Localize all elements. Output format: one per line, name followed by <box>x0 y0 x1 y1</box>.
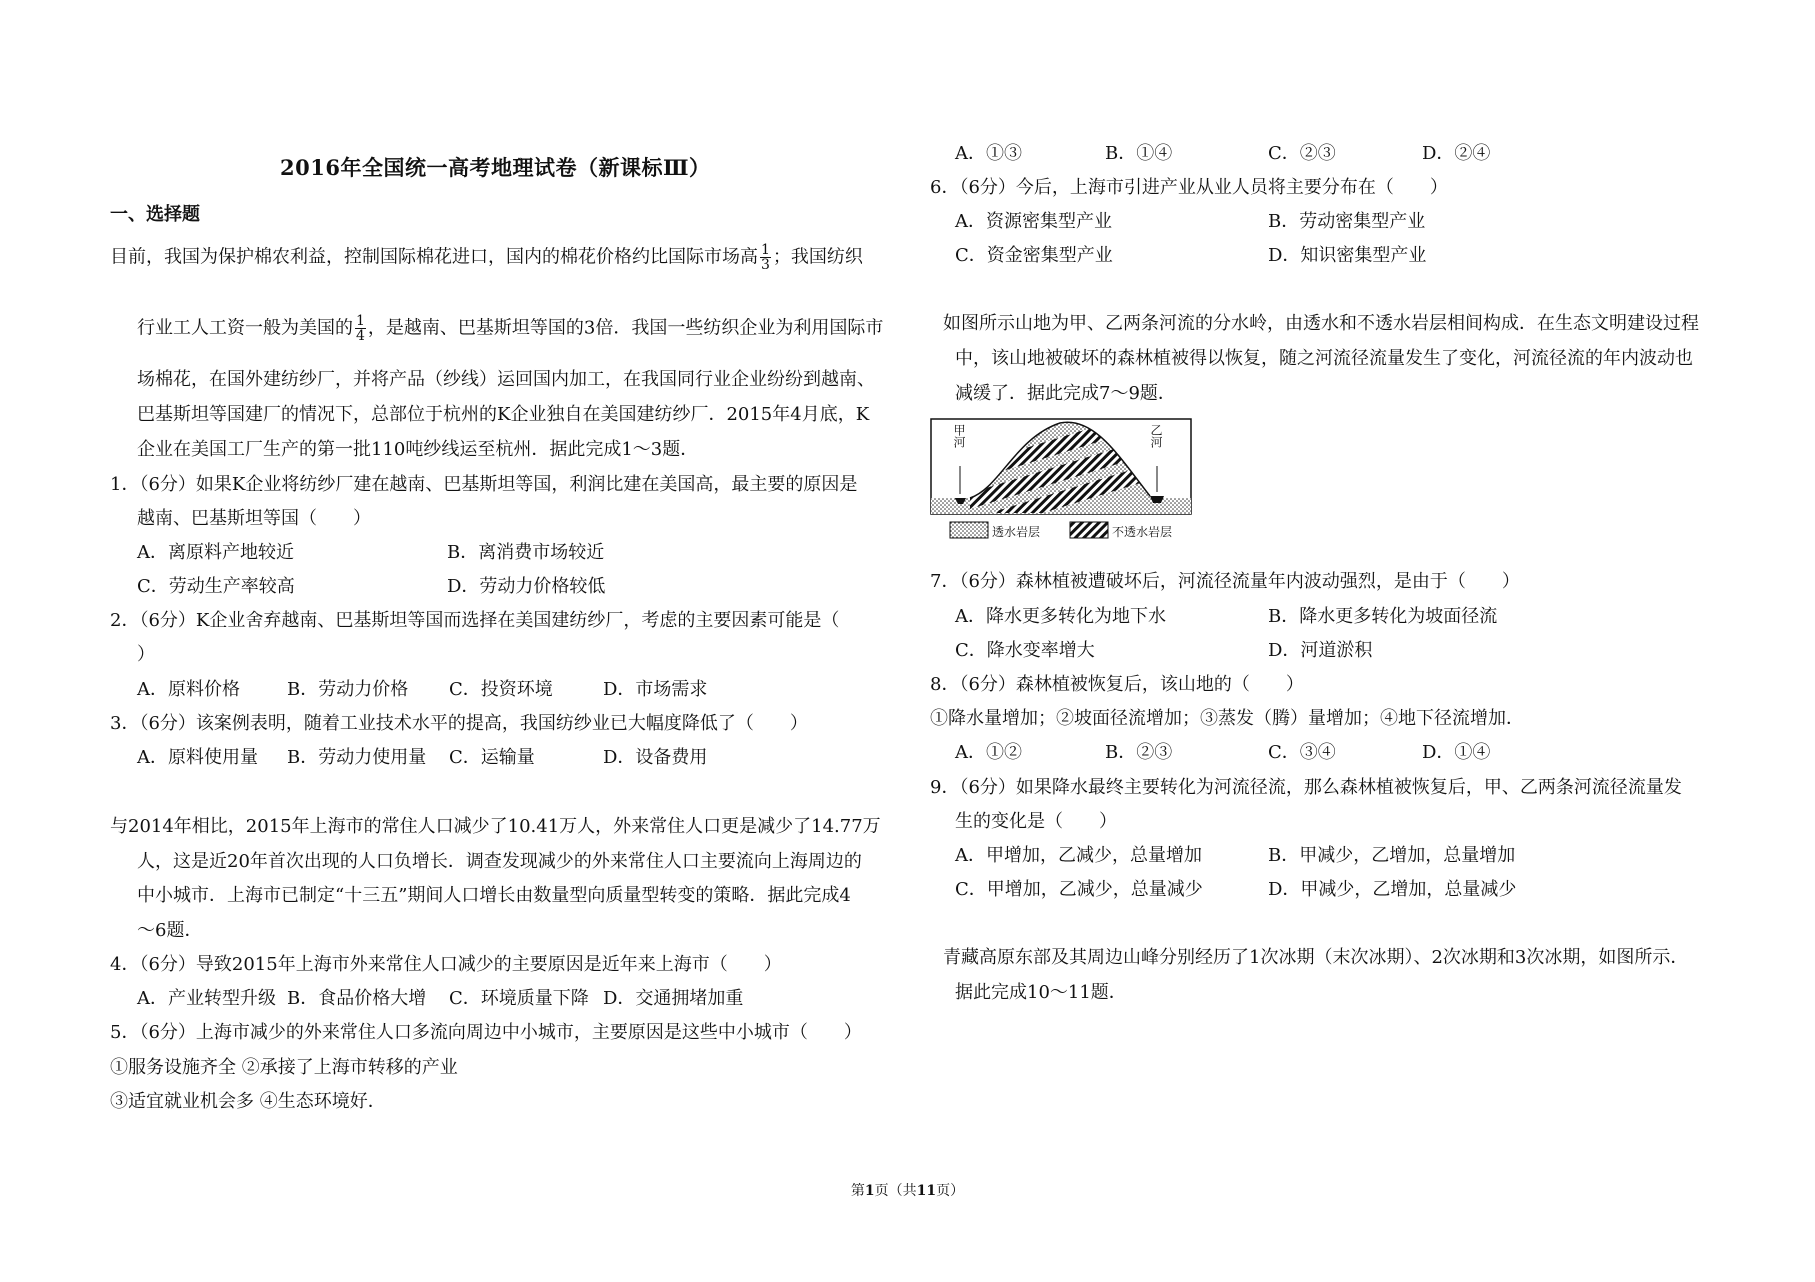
watershed-diagram <box>930 418 1192 544</box>
question-2-cont: ） <box>137 644 155 665</box>
q5-option-c[interactable]: C．②③ <box>1268 143 1336 164</box>
passage4-line2: 据此完成10～11题． <box>955 982 1127 1003</box>
river-jia-label: 甲河 <box>952 424 966 448</box>
q3-option-c[interactable]: C．运输量 <box>449 747 535 768</box>
q8-option-a[interactable]: A．①② <box>955 742 1022 763</box>
q1-option-d[interactable]: D．劳动力价格较低 <box>447 576 606 597</box>
q7-option-a[interactable]: A．降水更多转化为地下水 <box>955 606 1166 627</box>
fraction-numerator: 1 <box>356 313 365 329</box>
question-5: 5．（6分）上海市减少的外来常住人口多流向周边中小城市，主要原因是这些中小城市（ ） <box>110 1022 862 1043</box>
q3-option-b[interactable]: B．劳动力使用量 <box>287 747 427 768</box>
q9-option-c[interactable]: C．甲增加，乙减少，总量减少 <box>955 879 1203 900</box>
q7-option-b[interactable]: B．降水更多转化为坡面径流 <box>1268 606 1498 627</box>
fraction-denominator: 4 <box>356 328 365 344</box>
q5-statements-2: ③适宜就业机会多 ④生态环境好． <box>110 1091 386 1112</box>
passage1-text: ，是越南、巴基斯坦等国的3倍．我国一些纺织企业为利用国际市 <box>367 317 884 339</box>
q8-option-b[interactable]: B．②③ <box>1105 742 1173 763</box>
q2-option-d[interactable]: D．市场需求 <box>603 679 708 700</box>
footer-text: 第 <box>850 1183 865 1199</box>
q8-option-c[interactable]: C．③④ <box>1268 742 1336 763</box>
q5-statements-1: ①服务设施齐全 ②承接了上海市转移的产业 <box>110 1057 458 1078</box>
q4-option-b[interactable]: B．食品价格大增 <box>287 988 427 1009</box>
q1-option-a[interactable]: A．离原料产地较近 <box>137 542 294 563</box>
passage1-line4: 巴基斯坦等国建厂的情况下，总部位于杭州的K企业独自在美国建纺纱厂．2015年4月底，K <box>137 404 870 425</box>
fraction-numerator: 1 <box>761 242 770 258</box>
passage2-line3: 中小城市．上海市已制定“十三五”期间人口增长由数量型向质量型转变的策略．据此完成4 <box>137 885 851 906</box>
q3-option-d[interactable]: D．设备费用 <box>603 747 708 768</box>
q7-option-d[interactable]: D．河道淤积 <box>1268 640 1373 661</box>
question-6: 6．（6分）今后，上海市引进产业从业人员将主要分布在（ ） <box>930 177 1448 198</box>
q6-option-c[interactable]: C．资金密集型产业 <box>955 245 1113 266</box>
q7-option-c[interactable]: C．降水变率增大 <box>955 640 1095 661</box>
q2-option-c[interactable]: C．投资环境 <box>449 679 553 700</box>
passage1-text: 行业工人工资一般为美国的 <box>137 317 353 339</box>
q6-option-b[interactable]: B．劳动密集型产业 <box>1268 211 1426 232</box>
question-2: 2．（6分）K企业舍弃越南、巴基斯坦等国而选择在美国建纺纱厂，考虑的主要因素可能是（ <box>110 610 840 631</box>
total-pages: 11 <box>916 1183 937 1199</box>
passage3-line3: 减缓了．据此完成7～9题． <box>955 383 1176 404</box>
q4-option-a[interactable]: A．产业转型升级 <box>137 988 276 1009</box>
q5-option-b[interactable]: B．①④ <box>1105 143 1173 164</box>
page-number: 1 <box>864 1183 875 1199</box>
page-footer <box>0 1180 1815 1200</box>
q1-option-b[interactable]: B．离消费市场较近 <box>447 542 605 563</box>
question-1: 1．（6分）如果K企业将纺纱厂建在越南、巴基斯坦等国，利润比建在美国高，最主要的原因是 <box>110 474 858 495</box>
question-7: 7．（6分）森林植被遭破坏后，河流径流量年内波动强烈，是由于（ ） <box>930 571 1520 592</box>
passage1-line5: 企业在美国工厂生产的第一批110吨纱线运至杭州．据此完成1～3题． <box>137 439 699 460</box>
passage4-line1: 青藏高原东部及其周边山峰分别经历了1次冰期（末次冰期）、2次冰期和3次冰期，如图所示． <box>943 947 1689 968</box>
question-4: 4．（6分）导致2015年上海市外来常住人口减少的主要原因是近年来上海市（ ） <box>110 954 782 975</box>
question-9-cont: 生的变化是（ ） <box>955 811 1117 832</box>
question-9: 9．（6分）如果降水最终主要转化为河流径流，那么森林植被恢复后，甲、乙两条河流径流量发 <box>930 777 1682 798</box>
q8-option-d[interactable]: D．①④ <box>1422 742 1491 763</box>
q5-option-d[interactable]: D．②④ <box>1422 143 1491 164</box>
q4-option-d[interactable]: D．交通拥堵加重 <box>603 988 744 1009</box>
question-3: 3．（6分）该案例表明，随着工业技术水平的提高，我国纺纱业已大幅度降低了（ ） <box>110 713 808 734</box>
q9-option-b[interactable]: B．甲减少，乙增加，总量增加 <box>1268 845 1516 866</box>
passage2-line2: 人，这是近20年首次出现的人口负增长．调查发现减少的外来常住人口主要流向上海周边的 <box>137 851 862 872</box>
q3-option-a[interactable]: A．原料使用量 <box>137 747 258 768</box>
q6-option-a[interactable]: A．资源密集型产业 <box>955 211 1112 232</box>
section-heading: 一、选择题 <box>110 204 200 225</box>
q8-statements: ①降水量增加；②坡面径流增加；③蒸发（腾）量增加；④地下径流增加． <box>930 708 1524 729</box>
passage1-text: 目前，我国为保护棉农利益，控制国际棉花进口，国内的棉花价格约比国际市场高 <box>110 246 758 268</box>
footer-text: 页） <box>936 1183 965 1199</box>
q9-option-d[interactable]: D．甲减少，乙增加，总量减少 <box>1268 879 1517 900</box>
passage1-line1 <box>110 243 863 272</box>
q2-option-a[interactable]: A．原料价格 <box>137 679 240 700</box>
passage2-line4: ～6题． <box>137 920 203 941</box>
fraction-one-quarter <box>355 314 366 343</box>
passage1-text: ；我国纺织 <box>772 246 863 268</box>
page-title: 2016年全国统一高考地理试卷（新课标Ⅲ） <box>280 155 711 180</box>
passage1-line2 <box>137 314 883 343</box>
question-8: 8．（6分）森林植被恢复后，该山地的（ ） <box>930 674 1304 695</box>
q9-option-a[interactable]: A．甲增加，乙减少，总量增加 <box>955 845 1202 866</box>
footer-text: 页（共 <box>874 1183 917 1199</box>
q5-option-a[interactable]: A．①③ <box>955 143 1022 164</box>
legend-impermeable-label: 不透水岩层 <box>1112 525 1173 539</box>
passage1-line3: 场棉花，在国外建纺纱厂，并将产品（纱线）运回国内加工，在我国同行业企业纷纷到越南、 <box>137 369 875 390</box>
legend-permeable-label: 透水岩层 <box>992 525 1041 539</box>
fraction-one-third <box>760 243 771 272</box>
question-1-cont: 越南、巴基斯坦等国（ ） <box>137 508 371 529</box>
river-yi-label: 乙河 <box>1149 424 1163 448</box>
q1-option-c[interactable]: C．劳动生产率较高 <box>137 576 295 597</box>
fraction-denominator: 3 <box>761 257 770 273</box>
passage2-line1: 与2014年相比，2015年上海市的常住人口减少了10.41万人，外来常住人口更是减少了14.77万 <box>110 816 881 837</box>
q2-option-b[interactable]: B．劳动力价格 <box>287 679 409 700</box>
passage3-line2: 中，该山地被破坏的森林植被得以恢复，随之河流径流量发生了变化，河流径流的年内波动也 <box>955 348 1693 369</box>
q6-option-d[interactable]: D．知识密集型产业 <box>1268 245 1427 266</box>
passage3-line1: 如图所示山地为甲、乙两条河流的分水岭，由透水和不透水岩层相间构成．在生态文明建设过程 <box>943 313 1699 334</box>
q4-option-c[interactable]: C．环境质量下降 <box>449 988 589 1009</box>
